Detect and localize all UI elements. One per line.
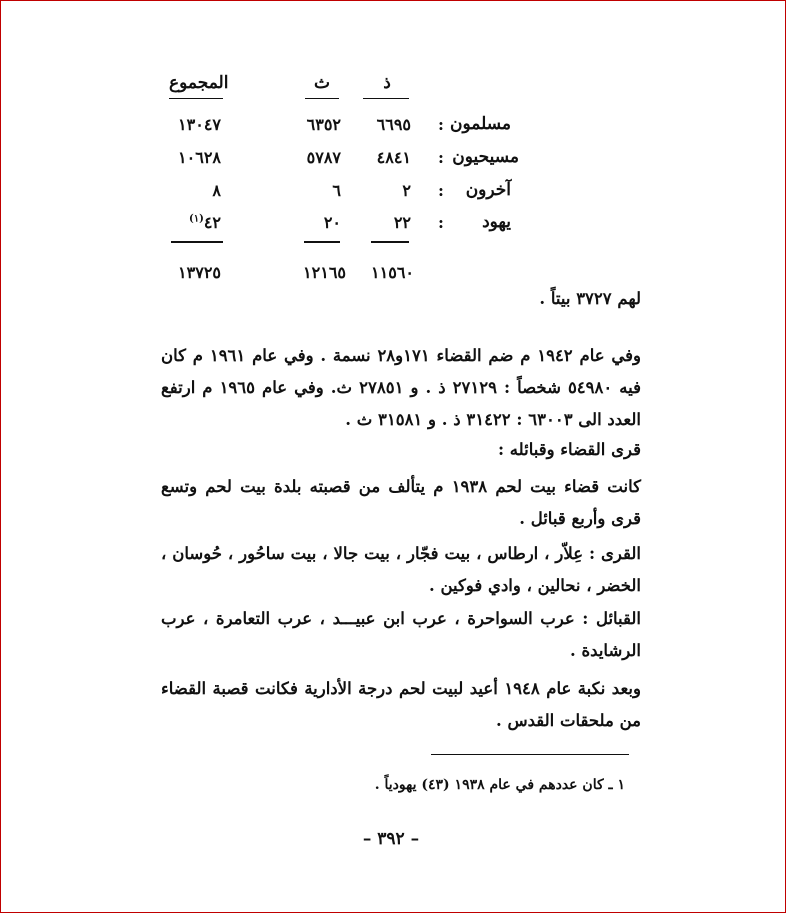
row-jews-colon: : [438, 213, 444, 232]
header-total: المجموع [169, 73, 229, 93]
villages-paragraph [161, 538, 641, 602]
row-christians-male: ٤٨٤١ [376, 148, 411, 167]
page-number: – ٣٩٢ – [362, 829, 420, 849]
sum-female: ١٢١٦٥ [303, 263, 346, 282]
row-jews-total-footnote-ref: (١) [188, 213, 204, 225]
houses-line: لهم ٣٧٢٧ بيتاً . [539, 289, 641, 308]
header-male-underline [363, 98, 409, 99]
row-others-female: ٦ [332, 181, 341, 200]
row-muslims-male: ٦٦٩٥ [376, 115, 411, 134]
row-jews-total [161, 213, 221, 232]
male-sum-line [371, 241, 409, 243]
villages-list: عِلاّر ، ارطاس ، بيت فجّار ، بيت جالا ، بيت ساحُور ، حُوسان ، الخضر ، نحالين ، وادي فوكين . [161, 544, 641, 595]
sum-total: ١٣٧٢٥ [178, 263, 221, 282]
row-christians-total: ١٠٦٢٨ [178, 148, 221, 167]
row-others-colon: : [438, 181, 444, 200]
header-female-underline [305, 98, 339, 99]
villages-label: القرى : [589, 544, 641, 563]
row-muslims-female: ٦٣٥٢ [306, 115, 341, 134]
paragraph-1948: وبعد نكبة عام ١٩٤٨ أعيد لبيت لحم درجة الأدارية فكانت قصبة القضاء من ملحقات القدس . [161, 679, 641, 730]
header-male: ذ [383, 73, 391, 93]
paragraph-1942: وفي عام ١٩٤٢ م ضم القضاء ١٧١و٢٨ نسمة . وفي عام ١٩٦١ م كان فيه ٥٤٩٨٠ شخصاً : ٢٧١٢٩ ذ . و ٢٧٨٥١ ث. وفي عام ١٩٦٥ م ارتفع العدد الى ٦٣٠٠٣ : ٣١٤٢٢ ذ . و ٣١٥٨١ ث . [161, 346, 641, 429]
row-others-total: ٨ [212, 181, 221, 200]
tribes-list: عرب السواحرة ، عرب ابن عبيـــد ، عرب التعامرة ، عرب الرشايدة . [161, 609, 641, 660]
row-jews-male: ٢٢ [393, 213, 411, 232]
header-female: ث [313, 73, 330, 93]
row-christians-label: مسيحيون [452, 147, 519, 167]
row-muslims-total: ١٣٠٤٧ [178, 115, 221, 134]
footnote: ١ ـ كان عددهم في عام ١٩٣٨ (٤٣) يهودياً . [374, 777, 625, 793]
row-jews-female: ٢٠ [323, 213, 341, 232]
header-total-underline [169, 98, 223, 99]
female-sum-line [304, 241, 340, 243]
row-christians-female: ٥٧٨٧ [306, 148, 341, 167]
row-others-male: ٢ [402, 181, 411, 200]
row-christians-colon: : [438, 148, 444, 167]
row-jews-label: يهود [482, 212, 511, 232]
row-others-label: آخرون [465, 180, 511, 200]
sum-male: ١١٥٦٠ [371, 263, 414, 282]
row-muslims-label: مسلمون [450, 114, 511, 134]
row-muslims-colon: : [438, 115, 444, 134]
section-heading: قرى القضاء وقبائله : [497, 440, 641, 459]
row-jews-total-value: ٤٢ [203, 213, 221, 232]
footnote-separator [431, 754, 629, 755]
tribes-label: القبائل : [582, 609, 641, 628]
paragraph-1938: كانت قضاء بيت لحم ١٩٣٨ م يتألف من قصبته بلدة بيت لحم وتسع قرى وأربع قبائل . [161, 477, 641, 528]
total-sum-line [171, 241, 223, 243]
tribes-paragraph [161, 603, 641, 667]
